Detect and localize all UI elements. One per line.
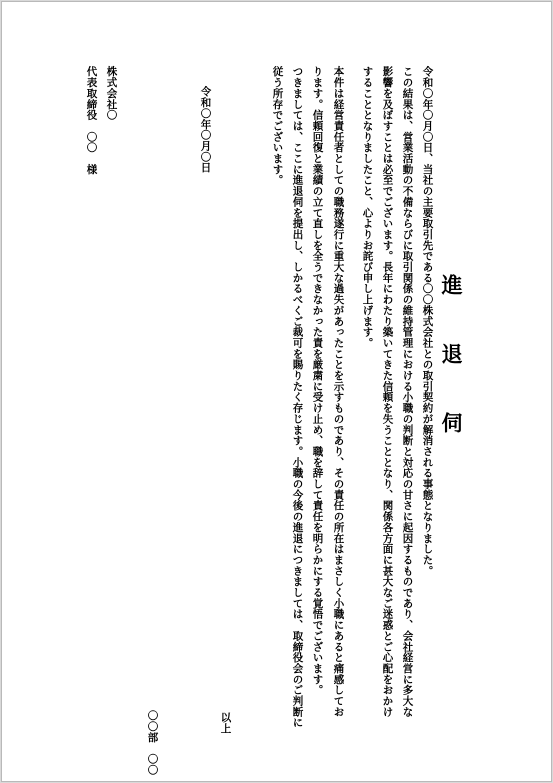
body-line-4: することとなりましたこと、心よりお詫び申し上げます。: [361, 66, 374, 349]
recipient-company: 株式会社〇: [105, 66, 118, 121]
body-line-6: ります。信頼回復と業績の立て直しを全うできなかった責を厳粛に受け止め、職を辞して責任を明らかにする覚悟でございます。: [311, 66, 324, 696]
body-line-2: この結果は、営業活動の不備ならびに取引関係の維持管理における小職の判断と対応の甘さに起因するものであり、会社経営に多大な: [401, 66, 414, 717]
recipient-title: 代表取締役 〇〇 様: [85, 66, 98, 175]
document-date: 令和〇年〇月〇日: [199, 86, 212, 173]
document-page: [1, 1, 552, 782]
document-title: 進 退 伺: [439, 274, 463, 445]
body-line-3: 影響を及ぼすことは必至でございます。長年にわたり築いてきた信頼を失うこととなり、関係各方面に甚大なご迷惑とご心配をおかけ: [381, 66, 394, 717]
sender-name: 〇〇部 〇〇: [146, 710, 159, 776]
body-line-8: 従う所存でございます。: [271, 66, 284, 186]
body-line-7: つきましては、ここに進退伺を提出し、しかるべくご裁可を賜りたく存じます。小職の今後の進退につきましては、取締役会のご判断に: [291, 66, 304, 728]
body-line-5: 本件は経営責任者としての職務遂行に重大な過失があったことを示すものであり、その責任の所在はまさしく小職にあると痛感してお: [332, 66, 345, 717]
body-line-1: 令和〇年〇月〇日、当社の主要取引先である〇〇株式会社との取引契約が解消される事態となりました。: [421, 66, 434, 576]
closing-mark: 以上: [219, 712, 232, 734]
